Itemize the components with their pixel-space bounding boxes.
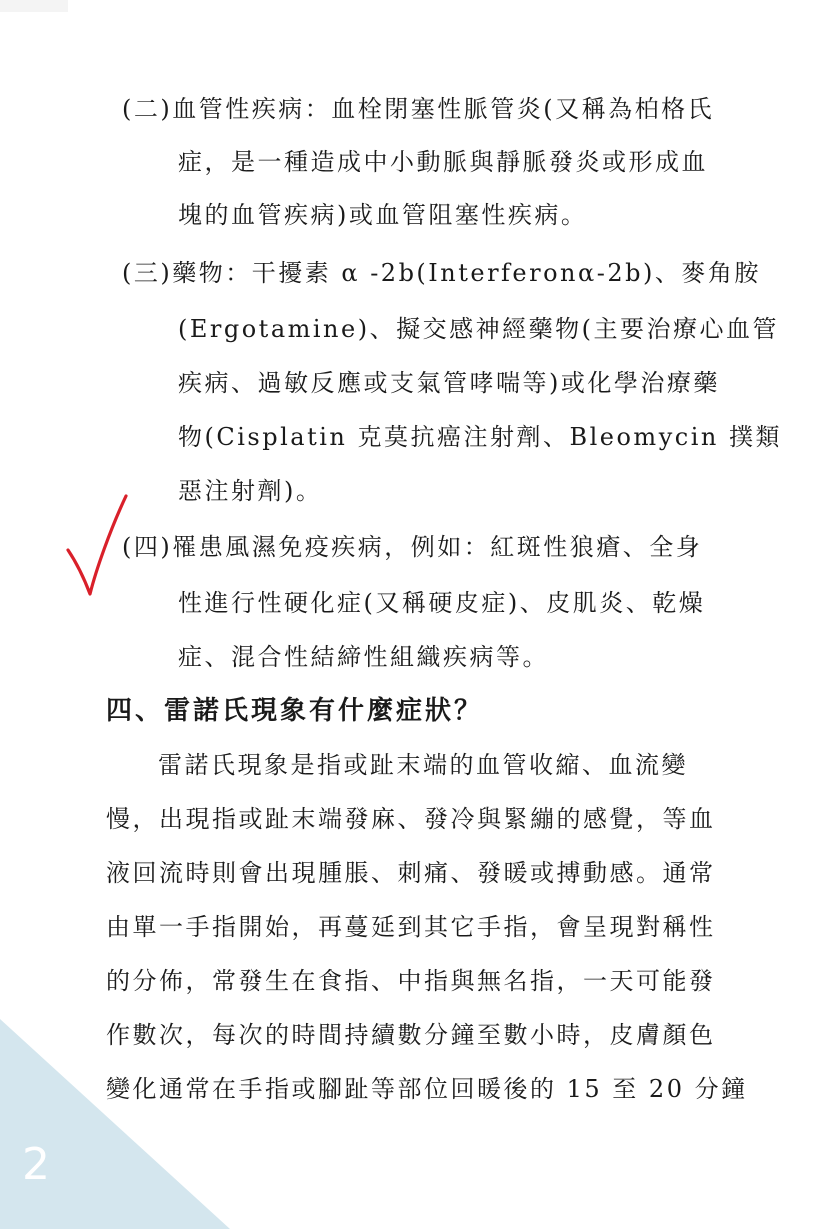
item3-line3: 疾病、過敏反應或支氣管哮喘等)或化學治療藥 xyxy=(178,369,720,397)
item4-line2: 性進行性硬化症(又稱硬皮症)、皮肌炎、乾燥 xyxy=(178,589,706,617)
item2-line3: 塊的血管疾病)或血管阻塞性疾病。 xyxy=(178,201,588,229)
corner-tab xyxy=(0,0,68,12)
item4-line1: (四)罹患風濕免疫疾病，例如：紅斑性狼瘡、全身 xyxy=(122,533,703,561)
paragraph-line5: 的分佈，常發生在食指、中指與無名指，一天可能發 xyxy=(106,967,716,995)
item2-line1: (二)血管性疾病：血栓閉塞性脈管炎(又稱為柏格氏 xyxy=(122,95,715,123)
corner-decoration xyxy=(0,979,230,1229)
item2-line2: 症，是一種造成中小動脈與靜脈發炎或形成血 xyxy=(178,148,708,176)
item3-line4: 物(Cisplatin 克莫抗癌注射劑、Bleomycin 撲類 xyxy=(178,423,782,451)
paragraph-line6: 作數次，每次的時間持續數分鐘至數小時，皮膚顏色 xyxy=(106,1021,716,1049)
item3-line5: 惡注射劑)。 xyxy=(178,477,323,505)
item3-line2: (Ergotamine)、擬交感神經藥物(主要治療心血管 xyxy=(178,315,779,343)
paragraph-line4: 由單一手指開始，再蔓延到其它手指，會呈現對稱性 xyxy=(106,913,716,941)
page-number: 2 xyxy=(22,1139,50,1190)
item3-line1: (三)藥物：干擾素 α -2b(Interferonα-2b)、麥角胺 xyxy=(122,259,761,287)
item4-line3: 症、混合性結締性組織疾病等。 xyxy=(178,643,549,671)
paragraph-line2: 慢，出現指或趾末端發麻、發冷與緊繃的感覺，等血 xyxy=(106,805,716,833)
paragraph-line7: 變化通常在手指或腳趾等部位回暖後的 15 至 20 分鐘 xyxy=(106,1075,748,1103)
paragraph-line1: 雷諾氏現象是指或趾末端的血管收縮、血流變 xyxy=(158,751,688,779)
paragraph-line3: 液回流時則會出現腫脹、刺痛、發暖或搏動感。通常 xyxy=(106,859,716,887)
section-heading: 四、雷諾氏現象有什麼症狀？ xyxy=(106,696,484,726)
